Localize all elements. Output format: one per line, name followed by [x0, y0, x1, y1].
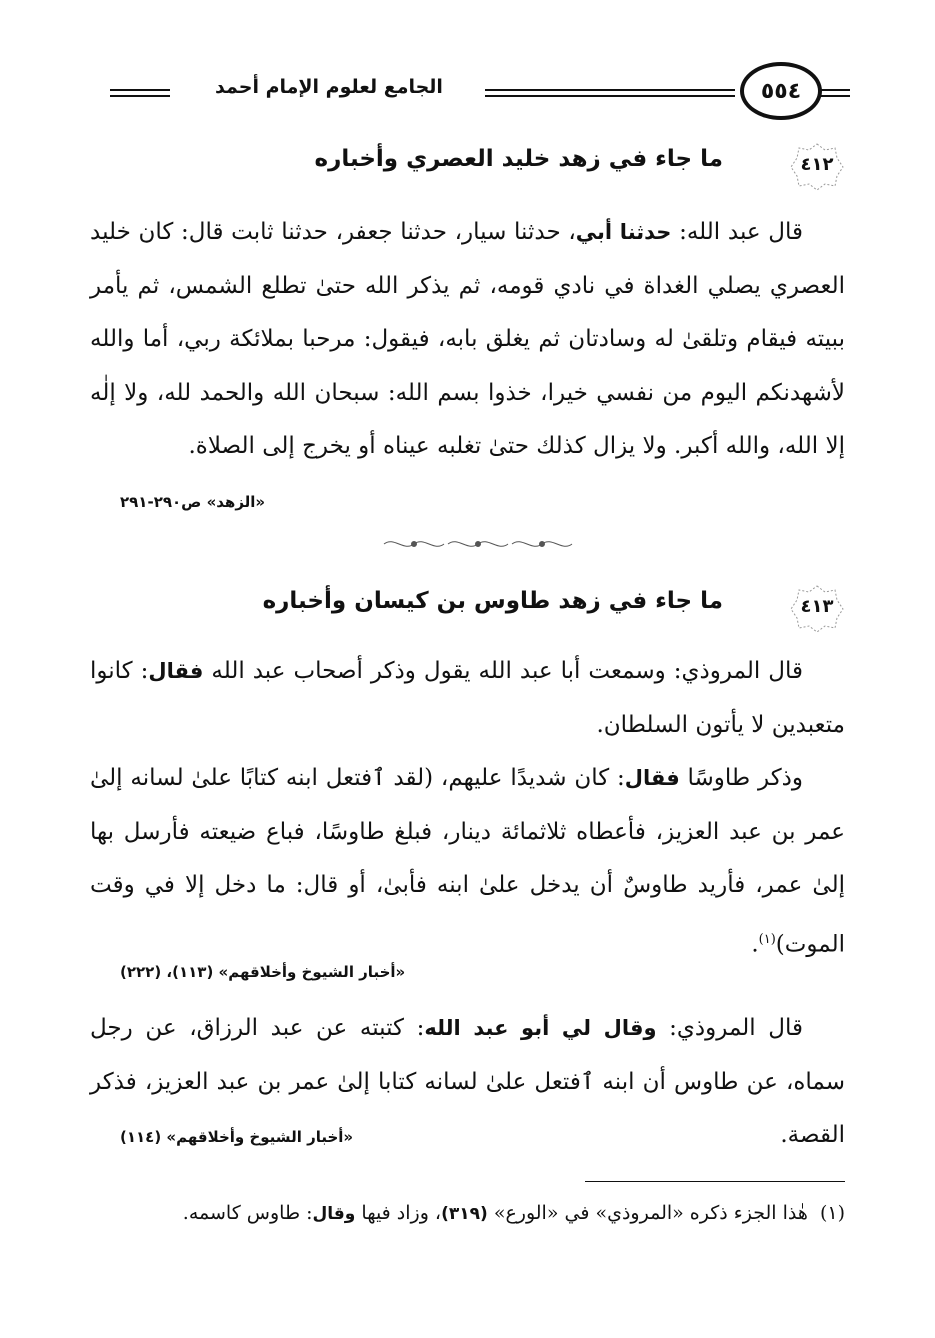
footnote-rule [585, 1181, 845, 1182]
header-rule-right [820, 89, 850, 97]
running-title: الجامع لعلوم الإمام أحمد [215, 76, 443, 98]
paragraph: قال عبد الله: حدثنا أبي، حدثنا سيار، حدثنا جعفر، حدثنا ثابت قال: كان خليد العصري يصلي الغداة في نادي قومه، ثم يذكر الله حتىٰ تطلع الشمس، ثم يأمر ببيته فيقام وتلقىٰ له وسادتان ثم يغلق بابه، فيقول: مرحبا بملائكة ربي، أما والله لأشهدنكم اليوم من نفسي خيرا، خذوا بسم الله: سبحان الله والحمد لله، ولا إلٰه إلا الله، والله أكبر. ولا يزال كذلك حتىٰ تغلبه عيناه أو يخرج إلى الصلاة. [90, 219, 845, 459]
source-citation: «أخبار الشيوخ وأخلاقهم» (١١٣)، (٢٢٢) [120, 963, 406, 981]
source-citation: «الزهد» ص٢٩٠-٢٩١ [120, 493, 266, 511]
footnote: (١) هٰذا الجزء ذكره «المروذي» في «الورع» (٣١٩)، وزاد فيها وقال: طاوس كاسمه. [182, 1202, 845, 1224]
paragraph: وذكر طاوسًا فقال: كان شديدًا عليهم، (لقد ٱفتعل ابنه كتابًا علىٰ لسانه إلىٰ عمر بن عبد العزيز، فأعطاه ثلاثمائة دينار، فبلغ طاوسًا، فباع ضيعته فأرسل بها إلىٰ عمر، فأريد طاوسٌ أن يدخل علىٰ ابنه فأبىٰ، أو قال: ما دخل إلا في وقت الموت)$^{(١)}$. [90, 765, 845, 958]
source-citation: «أخبار الشيوخ وأخلاقهم» (١١٤) [120, 1128, 354, 1146]
flourish-divider-icon [380, 536, 576, 552]
page-number: ٥٥٤ [740, 62, 822, 120]
section-number-badge: ٤١٣ [789, 584, 845, 634]
section-heading-412 [85, 142, 845, 192]
section-heading-413 [85, 584, 845, 634]
footnote-ref[interactable]: (١) [758, 931, 776, 947]
section-number-badge: ٤١٢ [789, 142, 845, 192]
paragraph: قال المروذي: وسمعت أبا عبد الله يقول وذكر أصحاب عبد الله فقال: كانوا متعبدين لا يأتون السلطان. [90, 658, 845, 738]
section-title: ما جاء في زهد طاوس بن كيسان وأخباره [262, 588, 723, 614]
page-header [110, 62, 850, 124]
header-rule-left [110, 89, 170, 97]
header-rule-middle [485, 89, 735, 97]
paragraph: قال المروذي: وقال لي أبو عبد الله: كتبته عن عبد الرزاق، عن رجل سماه، عن طاوس أن ابنه ٱفتعل علىٰ لسانه كتابا إلىٰ عمر بن عبد العزيز، فذكر القصة. [90, 1015, 845, 1148]
section-title: ما جاء في زهد خليد العصري وأخباره [314, 146, 723, 172]
